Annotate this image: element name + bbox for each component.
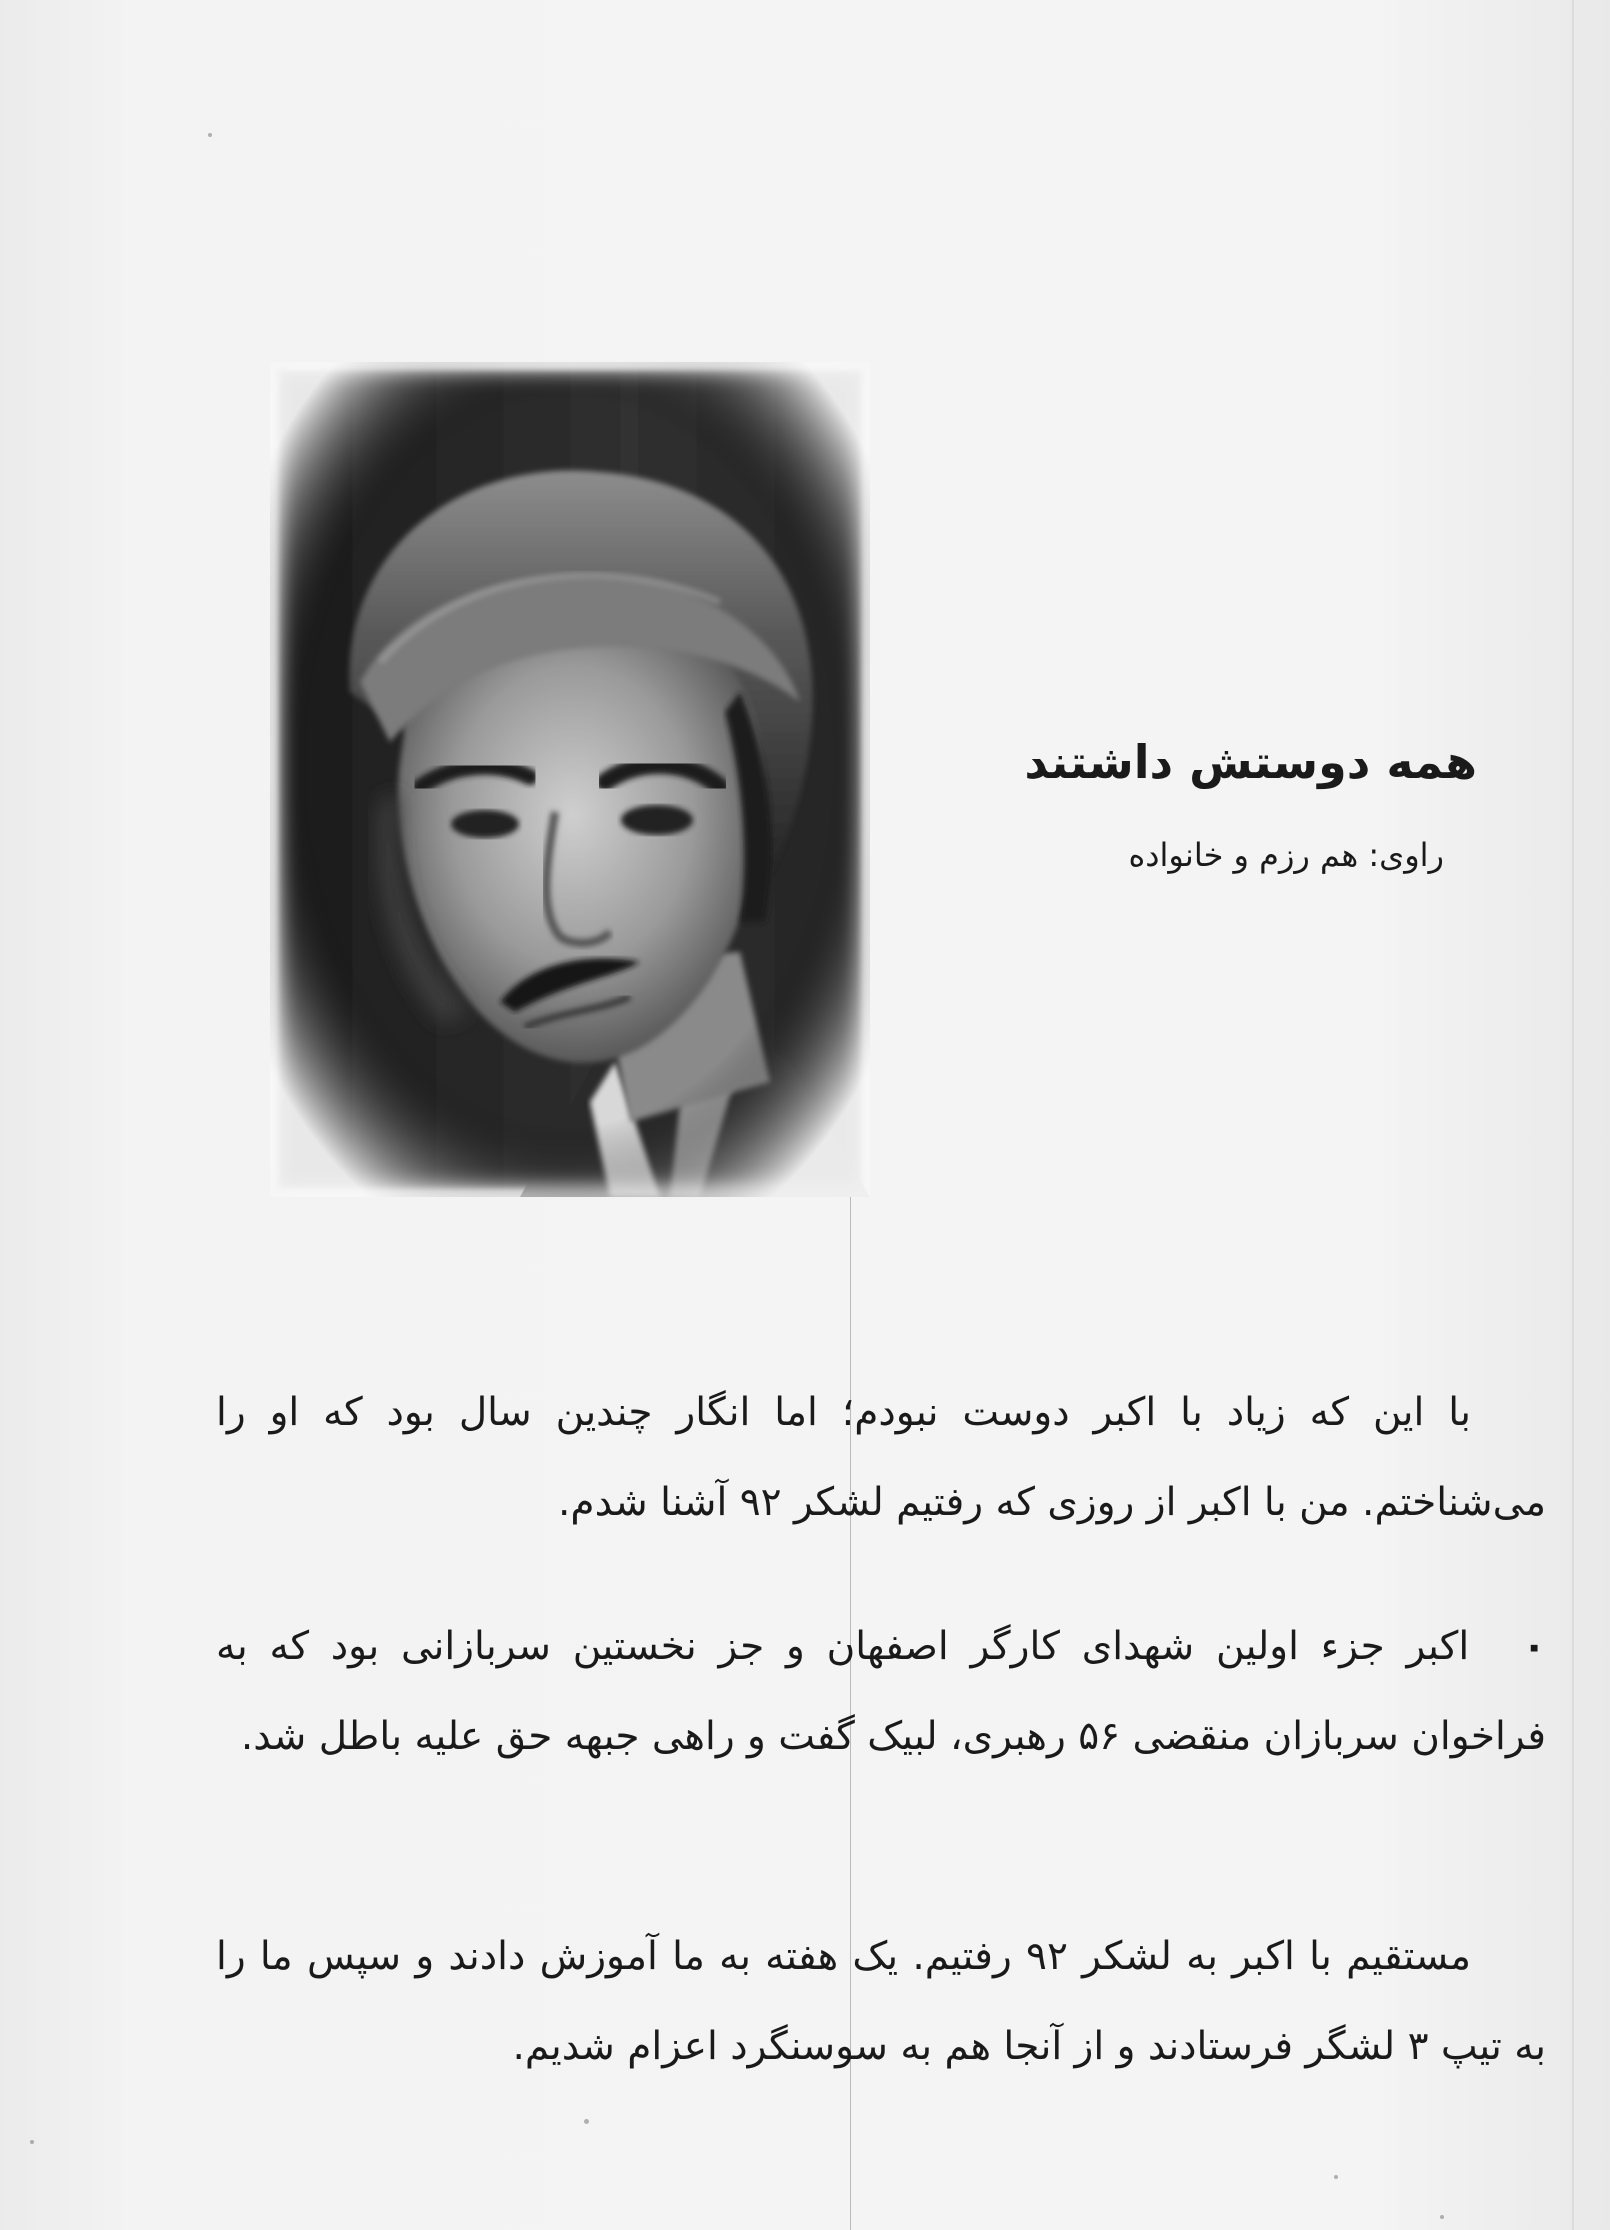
narrator-line: راوی: هم رزم و خانواده [1128, 836, 1444, 874]
article-title: همه دوستش داشتند [1024, 735, 1477, 789]
scan-speck [1440, 2215, 1444, 2219]
scan-speck [30, 2140, 34, 2144]
paragraph-2-text: اکبر جزء اولین شهدای کارگر اصفهان و جز نخستین سربازانی بود که به فراخوان سربازان منقضی ۵۶ رهبری، لبیک گفت و راهی جبهه حق علیه باطل شد. [216, 1624, 1546, 1759]
portrait-photo [270, 362, 870, 1197]
paragraph-3 [216, 1912, 1546, 2092]
scan-speck [584, 2119, 589, 2124]
portrait-image [270, 362, 870, 1197]
scan-speck [1334, 2175, 1338, 2179]
paragraph-1-text: با این که زیاد با اکبر دوست نبودم؛ اما انگار چندین سال بود که او را می‌شناختم. من با اکبر از روزی که رفتیم لشکر ۹۲ آشنا شدم. [216, 1390, 1546, 1525]
paragraph-bullet: ۰ [1522, 1624, 1546, 1669]
paragraph-1 [216, 1368, 1546, 1548]
scan-edge-shadow [1572, 0, 1574, 2230]
paragraph-3-text: مستقیم با اکبر به لشکر ۹۲ رفتیم. یک هفته به ما آموزش دادند و سپس ما را به تیپ ۳ لشگر فرستادند و از آنجا هم به سوسنگرد اعزام شدیم. [216, 1934, 1546, 2069]
paragraph-2 [216, 1602, 1546, 1782]
scan-speck [208, 133, 212, 137]
